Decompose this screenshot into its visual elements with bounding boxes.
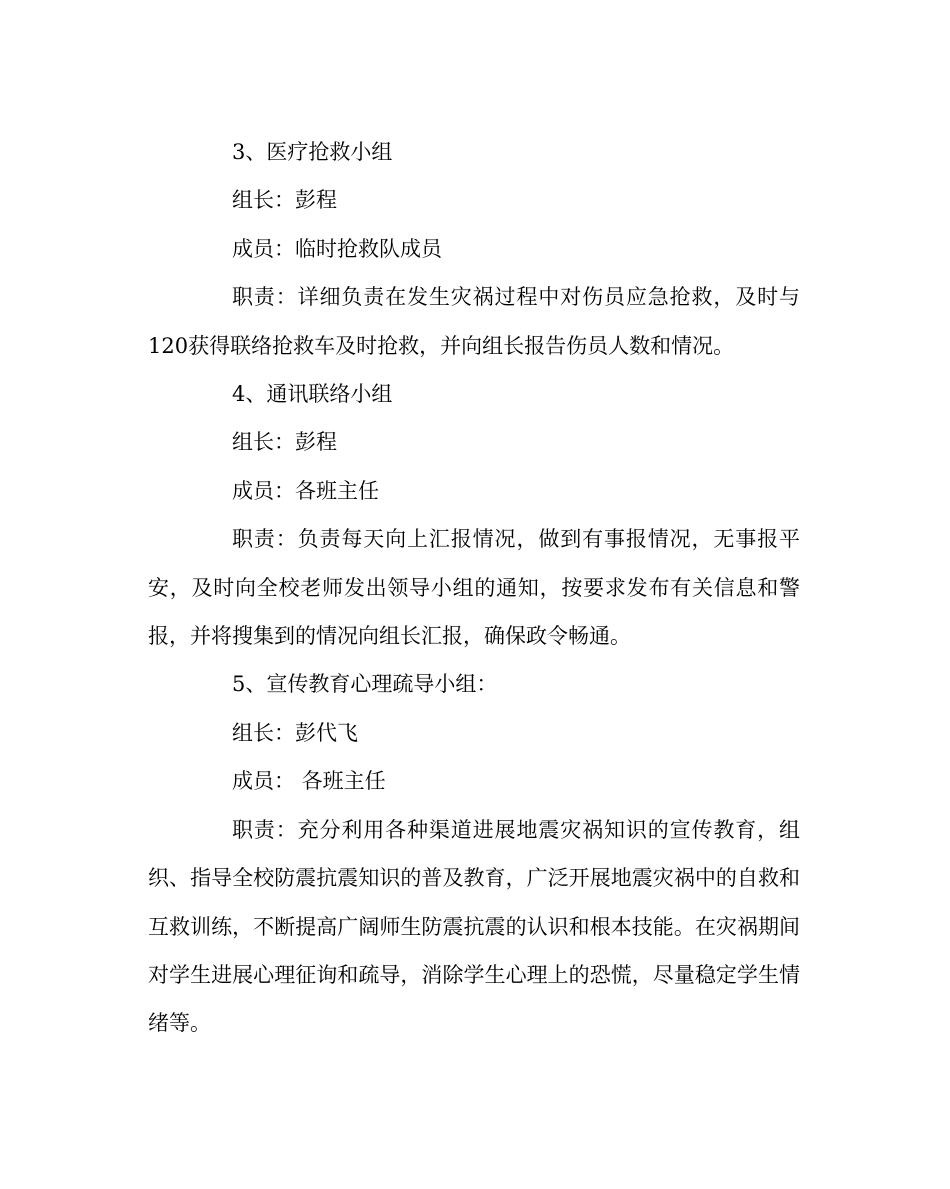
- publicity-group-duties: 职责：充分利用各种渠道进展地震灾祸知识的宣传教育，组织、指导全校防震抗震知识的普及教育，广泛开展地震灾祸中的自救和互救训练，不断提高广阔师生防震抗震的认识和根本技能。在灾祸期间对学生进展心理征询和疏导，消除学生心理上的恐慌，尽量稳定学生情绪等。: [148, 817, 800, 1036]
- communication-group-leader: 组长：彭程: [232, 430, 337, 455]
- medical-group-duties: 职责：详细负责在发生灾祸过程中对伤员应急抢救，及时与120获得联络抢救车及时抢救，并向组长报告伤员人数和情况。: [148, 285, 800, 358]
- heading-medical-rescue-group: 3、医疗抢救小组: [232, 140, 393, 164]
- medical-group-leader: 组长：彭程: [232, 188, 337, 213]
- publicity-group-members: 成员： 各班主任: [232, 769, 386, 794]
- heading-communication-group: 4、通讯联络小组: [232, 382, 393, 407]
- communication-group-members: 成员：各班主任: [232, 478, 379, 503]
- publicity-group-leader: 组长：彭代飞: [232, 720, 358, 745]
- document-body: [148, 128, 800, 1048]
- communication-group-duties: 职责：负责每天向上汇报情况，做到有事报情况，无事报平安，及时向全校老师发出领导小组的通知，按要求发布有关信息和警报，并将搜集到的情况向组长汇报，确保政令畅通。: [148, 527, 800, 649]
- medical-group-members: 成员：临时抢救队成员: [232, 236, 442, 261]
- heading-publicity-counseling-group: 5、宣传教育心理疏导小组：: [232, 672, 498, 697]
